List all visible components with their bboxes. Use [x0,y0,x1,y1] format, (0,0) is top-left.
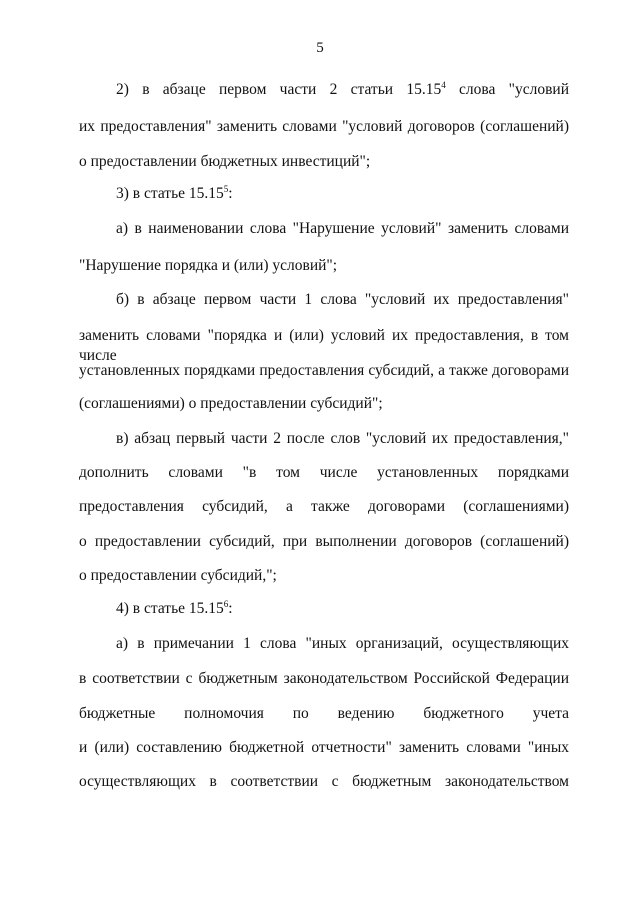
page-number: 5 [316,40,324,56]
paragraph-line: их предоставления" заменить словами "условий договоров (соглашений) [79,118,569,135]
paragraph-line: осуществляющих в соответствии с бюджетным законодательством [79,773,569,790]
paragraph-line: о предоставлении субсидий, при выполнении договоров (соглашений) [79,533,569,550]
paragraph-line: "Нарушение порядка и (или) условий"; [79,257,338,274]
paragraph-line: предоставления субсидий, а также договорами (соглашениями) [79,498,569,515]
paragraph-line: дополнить словами "в том числе установленных порядками [79,464,569,481]
paragraph-line: 4) в статье 15.15$^6$: [116,599,233,617]
paragraph-line: бюджетные полномочия по ведению бюджетного учета [79,705,569,722]
paragraph-line: заменить словами "порядка и (или) условий их предоставления, в том числе [79,327,569,364]
paragraph-line: в) абзац первый части 2 после слов "условий их предоставления," [116,430,569,447]
paragraph-line: и (или) составлению бюджетной отчетности" заменить словами "иных [79,739,569,756]
paragraph-line: 2) в абзаце первом части 2 статьи 15.15$^4$ слова "условий [116,80,570,98]
paragraph-line: установленных порядками предоставления субсидий, а также договорами [79,362,569,379]
paragraph-line: б) в абзаце первом части 1 слова "условий их предоставления" [116,291,569,308]
paragraph-line: (соглашениями) о предоставлении субсидий"; [79,395,383,412]
paragraph-line: о предоставлении бюджетных инвестиций"; [79,153,371,170]
paragraph-line: 3) в статье 15.15$^5$: [116,184,233,202]
paragraph-line: а) в наименовании слова "Нарушение условий" заменить словами [116,220,569,237]
paragraph-line: а) в примечании 1 слова "иных организаций, осуществляющих [116,635,569,652]
paragraph-line: о предоставлении субсидий,"; [79,567,277,584]
paragraph-line: в соответствии с бюджетным законодательством Российской Федерации [79,670,569,687]
